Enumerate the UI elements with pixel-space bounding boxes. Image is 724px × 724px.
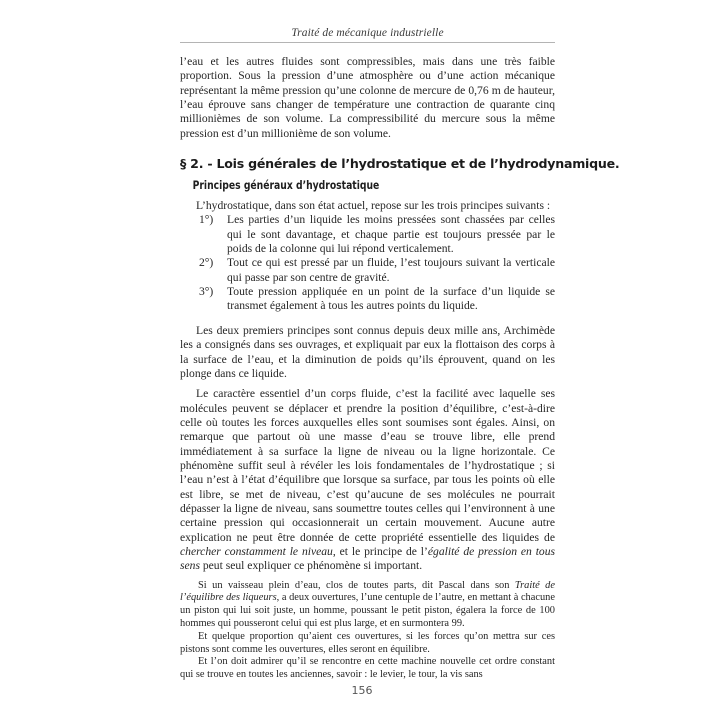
page-number: 156 [351, 684, 373, 697]
paragraph-caractere [180, 387, 555, 573]
section-subheading: Principes généraux d’hydrostatique [192, 178, 380, 193]
section-heading: § 2. - Lois générales de l’hydrostatique et de l’hydrodynamique. [180, 156, 620, 172]
text-column [180, 55, 620, 682]
quote-paragraph-2: Et quelque proportion qu’aient ces ouvertures, si les forces qu’on mettra sur ces pistons sont comme les ouvertures, elles seront en équilibre. [180, 630, 555, 655]
principles-intro: L’hydrostatique, dans son état actuel, repose sur les trois principes suivants : [196, 199, 551, 213]
list-item [180, 213, 555, 256]
quote-paragraph-3: Et l’on doit admirer qu’il se rencontre en cette machine nouvelle cet ordre constant qui se trouve en toutes les anciennes, savoir : le levier, le tour, la vis sans [180, 656, 555, 681]
list-marker: 2°) [199, 256, 214, 270]
paragraph-archimede: Les deux premiers principes sont connus depuis deux mille ans, Archimède les a consignés dans ses ouvrages, et expliquait par eux la flottaison des corps à la surface de l’eau, et la diminution de poids qu’ils éprouvent, quand on les plonge dans ce liquide. [180, 323, 555, 380]
header-title: Traité de mécanique industrielle [291, 27, 444, 39]
emphasis-chercher-le-niveau: chercher constamment le niveau [180, 544, 333, 558]
quote-paragraph-1 [180, 580, 555, 631]
list-item-text: Toute pression appliquée en un point de la surface d’un liquide se transmet également à tous les autres points du liquide. [227, 285, 555, 313]
paragraph-caractere-segment-1: Le caractère essentiel d’un corps fluide, c’est la facilité avec laquelle ses molécules peuvent se déplacer et prendre la position d’équilibre, c’est-à-dire celle où toutes les forces auxquelles elles sont soumises sont égales. Ainsi, on remarque que partout où une masse d’eau se trouve libre, elle prend immédiatement à sa surface la ligne de niveau ou la ligne horizontale. Ce phénomène suffit seul à révéler les lois fondamentales de l’hydrostatique ; si l’eau n’est à l’état d’équilibre que lorsque sa surface, par tous les points où elle est libre, se met de niveau, c’est qu’aucune de ses molécules ne pourrait dépasser la ligne de niveau, sans soumettre toutes celles qui l’environnent à une certaine pression qui occasionnerait un certain mouvement. Aucune autre explication ne peut être donnée de cette propriété essentielle des liquides de [180, 387, 555, 544]
spacer [180, 314, 555, 324]
list-item-text: Tout ce qui est pressé par un fluide, l’est toujours suivant la verticale qui passe par son centre de gravité. [227, 256, 555, 284]
quote-paragraph-1-segment-2: , a deux ouvertures, l’une centuple de l’autre, en mettant à chacune un piston qui lui soit juste, un homme, poussant le petit piston, égalera la force de 100 hommes qui pousseront celui qui est plus large, et en surmontera 99. [180, 592, 555, 630]
list-item [180, 285, 555, 314]
list-marker: 3°) [199, 285, 214, 299]
list-item-text: Les parties d’un liquide les moins pressées sont chassées par celles qui le sont davantage, et chaque partie est toujours pressée par le poids de la colonne qui lui répond verticalement. [227, 213, 555, 256]
principles-list [180, 213, 555, 313]
emphasis-egalite-de-pression: égalité de pression en tous sens [180, 544, 556, 573]
paragraph-continuation: l’eau et les autres fluides sont compressibles, mais dans une très faible proportion. Sous la pression d’une atmosphère ou d’une action mécanique représentant la même pression qu’une colonne de mercure de 0,76 m de hauteur, l’eau éprouve sans changer de température une contraction de quarante cinq millionièmes de son volume. La compressibilité du mercure sous la même pression est d’un millionième de son volume. [180, 55, 555, 140]
quote-paragraph-1-segment-1: Si un vaisseau plein d’eau, clos de toutes parts, dit Pascal dans son [198, 579, 515, 591]
header-divider [180, 42, 555, 43]
citation-traite-equilibre-liqueurs: Traité de l’équilibre des liqueurs [180, 579, 555, 604]
running-header [180, 26, 555, 43]
paragraph-caractere-segment-3: peut seul expliquer ce phénomène si important. [199, 559, 423, 573]
list-item [180, 256, 555, 285]
spacer [180, 141, 555, 156]
list-marker: 1°) [199, 213, 214, 227]
paragraph-caractere-segment-2: , et le principe de l’ [332, 544, 428, 558]
